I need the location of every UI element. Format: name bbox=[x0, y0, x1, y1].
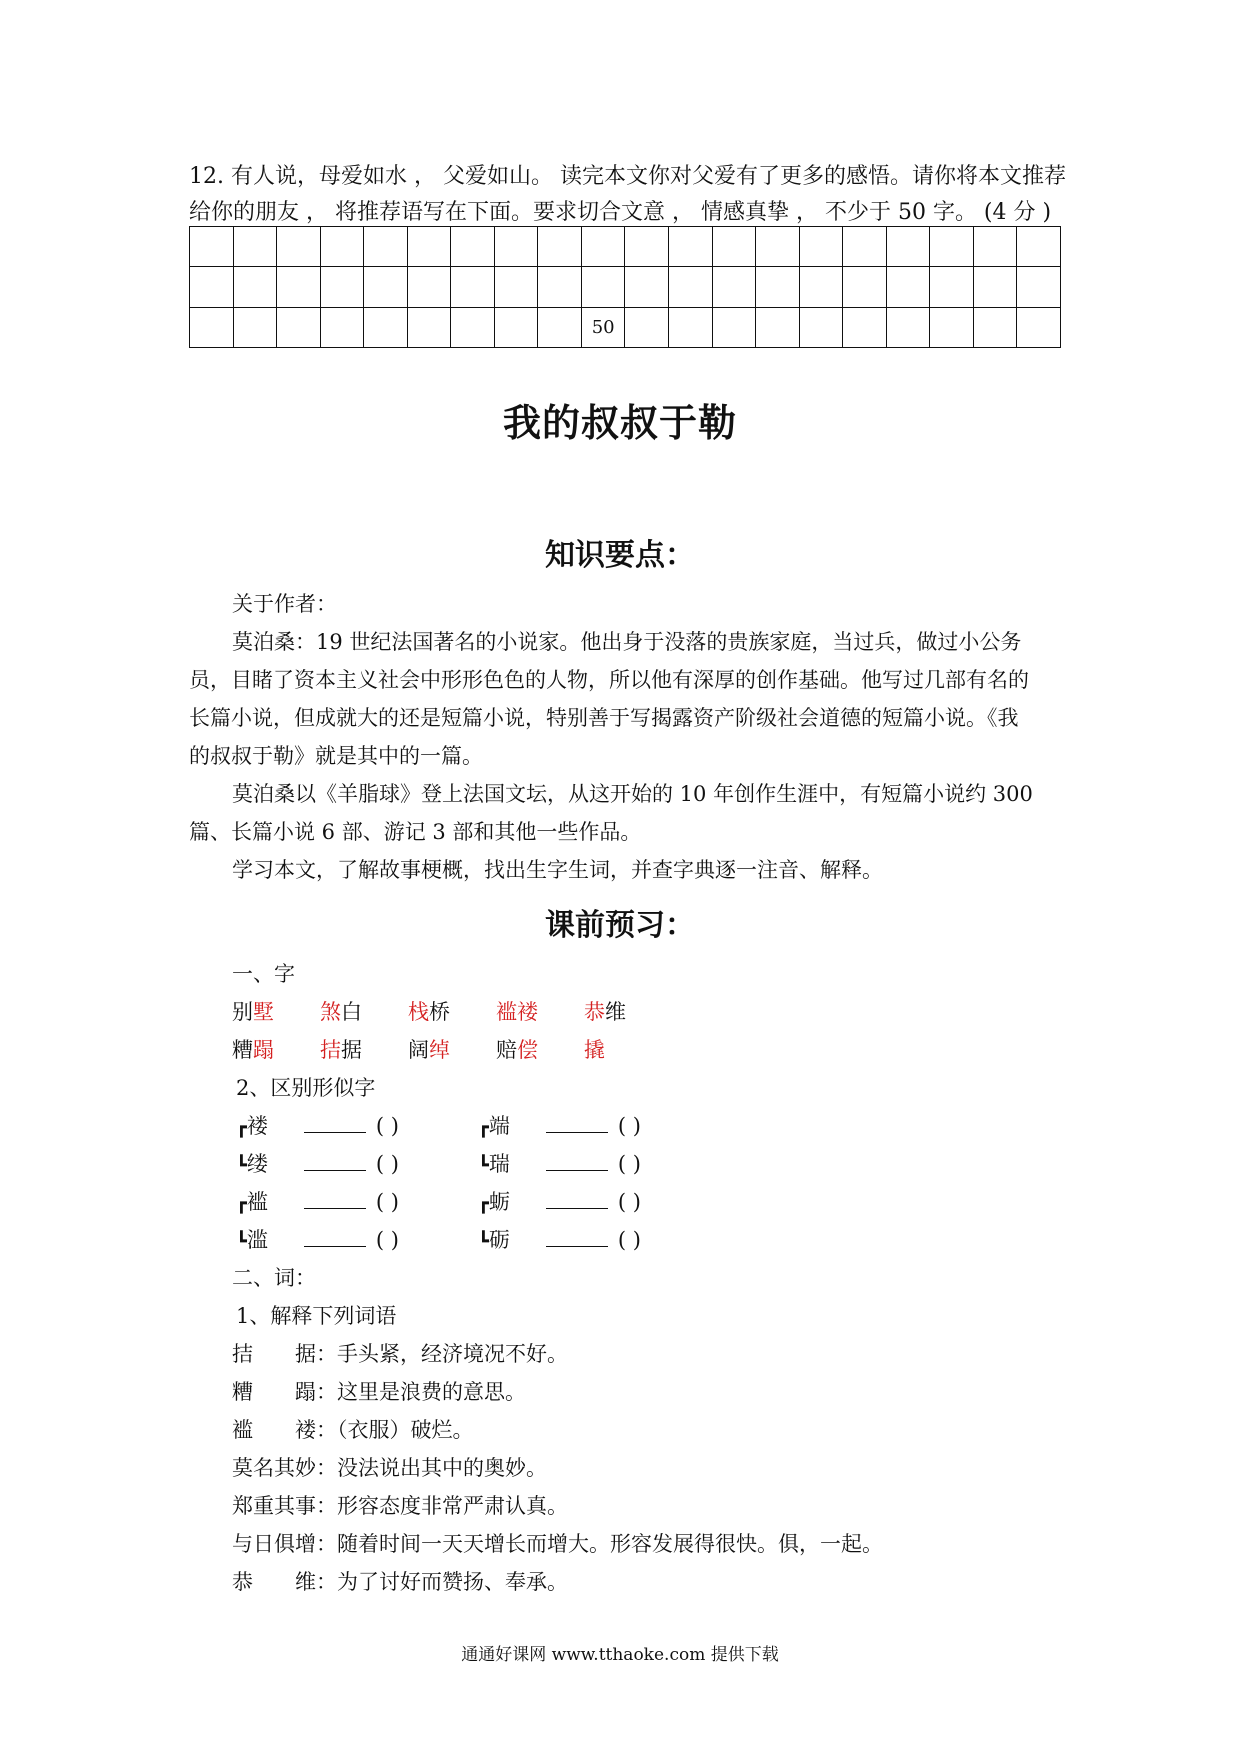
similar-char-entry bbox=[478, 1186, 641, 1216]
grid-cell[interactable] bbox=[451, 227, 495, 267]
grid-cell[interactable] bbox=[886, 267, 930, 307]
page-title: 我的叔叔于勒 bbox=[502, 400, 737, 445]
grid-cell[interactable] bbox=[233, 227, 277, 267]
row2-char: 拮 bbox=[320, 1038, 341, 1062]
grid-cell[interactable] bbox=[277, 267, 321, 307]
word-blank-paren[interactable]: ( ) bbox=[375, 1228, 399, 1252]
similar-characters-label: 2、区别形似字 bbox=[236, 1076, 376, 1100]
grid-cell[interactable] bbox=[364, 227, 408, 267]
grid-cell[interactable] bbox=[233, 267, 277, 307]
bracket-mark: ┗ bbox=[478, 1155, 489, 1176]
row2-char: 偿 bbox=[517, 1038, 538, 1062]
definition-item bbox=[232, 1414, 474, 1444]
row1-word bbox=[232, 996, 274, 1026]
definition-item bbox=[232, 1528, 883, 1558]
word-blank-paren[interactable]: ( ) bbox=[617, 1228, 641, 1252]
bracket-mark: ┏ bbox=[236, 1193, 247, 1214]
similar-char: 褛 bbox=[246, 1114, 268, 1138]
grid-cell[interactable] bbox=[973, 267, 1017, 307]
grid-cell[interactable] bbox=[930, 227, 974, 267]
section-heading-preview: 课前预习： bbox=[545, 908, 695, 943]
grid-cell[interactable] bbox=[451, 267, 495, 307]
grid-cell[interactable] bbox=[712, 307, 756, 347]
grid-cell[interactable] bbox=[277, 307, 321, 347]
grid-cell[interactable] bbox=[843, 227, 887, 267]
grid-cell[interactable] bbox=[190, 307, 234, 347]
paragraph-2-line-1: 莫泊桑以《羊脂球》登上法国文坛，从这开始的 10 年创作生涯中，有短篇小说约 300 bbox=[232, 782, 1033, 806]
row2-char: 赔 bbox=[496, 1038, 517, 1062]
grid-cell[interactable] bbox=[190, 227, 234, 267]
bracket-mark: ┏ bbox=[478, 1193, 489, 1214]
grid-cell[interactable] bbox=[756, 227, 800, 267]
pinyin-blank[interactable] bbox=[304, 1154, 366, 1171]
similar-char: 褴 bbox=[246, 1190, 268, 1214]
grid-cell[interactable] bbox=[494, 227, 538, 267]
grid-cell[interactable] bbox=[494, 267, 538, 307]
grid-cell[interactable] bbox=[886, 227, 930, 267]
word-blank-paren[interactable]: ( ) bbox=[617, 1114, 641, 1138]
part-2-label: 二、词： bbox=[232, 1266, 316, 1290]
grid-cell[interactable] bbox=[930, 307, 974, 347]
grid-cell[interactable] bbox=[407, 267, 451, 307]
row1-char: 恭 bbox=[584, 1000, 605, 1024]
row1-char: 白 bbox=[341, 1000, 362, 1024]
grid-cell[interactable] bbox=[277, 227, 321, 267]
definition-term: 莫名其妙： bbox=[232, 1456, 337, 1480]
similar-char-entry bbox=[236, 1110, 399, 1140]
similar-char: 砺 bbox=[488, 1228, 510, 1252]
similar-char: 滥 bbox=[246, 1228, 268, 1252]
similar-char-entry bbox=[236, 1186, 399, 1216]
row1-char: 维 bbox=[605, 1000, 626, 1024]
grid-cell[interactable] bbox=[843, 267, 887, 307]
bracket-mark: ┗ bbox=[236, 1231, 247, 1252]
grid-cell[interactable] bbox=[1017, 227, 1061, 267]
row2-word bbox=[232, 1034, 274, 1064]
row2-char: 据 bbox=[341, 1038, 362, 1062]
grid-cell[interactable] bbox=[320, 267, 364, 307]
row2-word bbox=[408, 1034, 450, 1064]
row1-char: 栈 bbox=[408, 1000, 429, 1024]
grid-cell[interactable] bbox=[973, 227, 1017, 267]
definition-text: 随着时间一天天增长而增大。形容发展得很快。俱，一起。 bbox=[337, 1532, 883, 1556]
grid-cell[interactable] bbox=[451, 307, 495, 347]
pinyin-blank[interactable] bbox=[304, 1116, 366, 1133]
grid-cell[interactable] bbox=[625, 307, 669, 347]
word-blank-paren[interactable]: ( ) bbox=[375, 1152, 399, 1176]
definition-item bbox=[232, 1376, 526, 1406]
similar-char-entry bbox=[236, 1148, 399, 1178]
part-1-label: 一、字 bbox=[232, 962, 295, 986]
grid-cell[interactable] bbox=[190, 267, 234, 307]
grid-cell[interactable] bbox=[320, 227, 364, 267]
similar-char: 端 bbox=[488, 1114, 510, 1138]
definition-item bbox=[232, 1566, 568, 1596]
paragraph-3: 学习本文，了解故事梗概，找出生字生词，并查字典逐一注音、解释。 bbox=[232, 858, 883, 882]
grid-cell[interactable] bbox=[538, 267, 582, 307]
grid-cell[interactable] bbox=[407, 227, 451, 267]
grid-cell[interactable] bbox=[625, 267, 669, 307]
similar-char: 瑞 bbox=[488, 1152, 510, 1176]
grid-cell-marker[interactable]: 50 bbox=[581, 307, 625, 347]
grid-cell[interactable] bbox=[625, 227, 669, 267]
similar-char-entry bbox=[478, 1148, 641, 1178]
row1-word bbox=[496, 996, 538, 1026]
grid-cell[interactable] bbox=[886, 307, 930, 347]
similar-char: 缕 bbox=[246, 1152, 268, 1176]
answer-grid[interactable] bbox=[189, 226, 1061, 348]
similar-char-entry bbox=[478, 1110, 641, 1140]
bracket-mark: ┏ bbox=[236, 1117, 247, 1138]
definition-item bbox=[232, 1490, 568, 1520]
grid-cell[interactable] bbox=[1017, 267, 1061, 307]
footer-credit: 通通好课网 www.tthaoke.com 提供下载 bbox=[461, 1645, 779, 1665]
grid-cell[interactable] bbox=[320, 307, 364, 347]
question-12-line-2: 给你的朋友 ， 将推荐语写在下面。要求切合文意 ， 情感真挚 ， 不少于 50 字。 (4 分 ) bbox=[189, 200, 1052, 225]
grid-cell[interactable] bbox=[756, 307, 800, 347]
row1-char: 墅 bbox=[253, 1000, 274, 1024]
section-heading-knowledge: 知识要点： bbox=[545, 538, 695, 573]
grid-cell[interactable] bbox=[756, 267, 800, 307]
grid-cell[interactable] bbox=[581, 227, 625, 267]
grid-cell[interactable] bbox=[930, 267, 974, 307]
definition-text: 形容态度非常严肃认真。 bbox=[337, 1494, 568, 1518]
definition-text: 为了讨好而赞扬、奉承。 bbox=[337, 1570, 568, 1594]
pinyin-blank[interactable] bbox=[304, 1230, 366, 1247]
paragraph-1-line-1: 莫泊桑：19 世纪法国著名的小说家。他出身于没落的贵族家庭，当过兵，做过小公务 bbox=[232, 630, 1022, 654]
word-blank-paren[interactable]: ( ) bbox=[375, 1190, 399, 1214]
grid-cell[interactable] bbox=[669, 227, 713, 267]
grid-cell[interactable] bbox=[1017, 307, 1061, 347]
row1-char: 桥 bbox=[429, 1000, 450, 1024]
bracket-mark: ┏ bbox=[478, 1117, 489, 1138]
row1-char: 别 bbox=[232, 1000, 253, 1024]
row1-word bbox=[408, 996, 450, 1026]
paragraph-1-line-2: 员，目睹了资本主义社会中形形色色的人物，所以他有深厚的创作基础。他写过几部有名的 bbox=[189, 668, 1029, 692]
word-blank-paren[interactable]: ( ) bbox=[617, 1190, 641, 1214]
grid-cell[interactable] bbox=[712, 267, 756, 307]
pinyin-blank[interactable] bbox=[546, 1116, 608, 1133]
row2-char: 绰 bbox=[429, 1038, 450, 1062]
pinyin-blank[interactable] bbox=[546, 1192, 608, 1209]
row2-word bbox=[496, 1034, 538, 1064]
question-12-line-1: 12. 有人说，母爱如水 ， 父爱如山。 读完本文你对父爱有了更多的感悟。请你将本文推荐 bbox=[189, 164, 1066, 189]
grid-cell[interactable] bbox=[364, 267, 408, 307]
row2-char: 糟 bbox=[232, 1038, 253, 1062]
definition-term: 拮 据： bbox=[232, 1342, 337, 1366]
similar-char-entry bbox=[236, 1224, 399, 1254]
definition-term: 恭 维： bbox=[232, 1570, 337, 1594]
grid-cell[interactable] bbox=[799, 227, 843, 267]
definition-term: 郑重其事： bbox=[232, 1494, 337, 1518]
grid-cell[interactable] bbox=[669, 267, 713, 307]
pinyin-blank[interactable] bbox=[304, 1192, 366, 1209]
word-blank-paren[interactable]: ( ) bbox=[617, 1152, 641, 1176]
grid-cell[interactable] bbox=[581, 267, 625, 307]
row2-char: 蹋 bbox=[253, 1038, 274, 1062]
grid-cell[interactable] bbox=[973, 307, 1017, 347]
grid-cell[interactable] bbox=[799, 267, 843, 307]
bracket-mark: ┗ bbox=[236, 1155, 247, 1176]
row2-word bbox=[320, 1034, 362, 1064]
grid-cell[interactable] bbox=[407, 307, 451, 347]
row1-word bbox=[320, 996, 362, 1026]
definition-text: 没法说出其中的奥妙。 bbox=[337, 1456, 547, 1480]
pinyin-blank[interactable] bbox=[546, 1230, 608, 1247]
paragraph-1-line-3: 长篇小说，但成就大的还是短篇小说，特别善于写揭露资产阶级社会道德的短篇小说。《我 bbox=[189, 706, 1019, 730]
definition-text: 这里是浪费的意思。 bbox=[337, 1380, 526, 1404]
row2-char: 撬 bbox=[584, 1038, 605, 1062]
row2-char: 阔 bbox=[408, 1038, 429, 1062]
definition-item bbox=[232, 1452, 547, 1482]
similar-char-entry bbox=[478, 1224, 641, 1254]
grid-cell[interactable] bbox=[799, 307, 843, 347]
definition-text: 手头紧，经济境况不好。 bbox=[337, 1342, 568, 1366]
grid-cell[interactable] bbox=[538, 307, 582, 347]
row1-char: 褴褛 bbox=[496, 1000, 538, 1024]
pinyin-blank[interactable] bbox=[546, 1154, 608, 1171]
grid-cell[interactable] bbox=[494, 307, 538, 347]
paragraph-1-line-4: 的叔叔于勒》就是其中的一篇。 bbox=[189, 744, 483, 768]
about-author-label: 关于作者： bbox=[232, 592, 337, 616]
definition-term: 糟 蹋： bbox=[232, 1380, 337, 1404]
paragraph-2-line-2: 篇、长篇小说 6 部、游记 3 部和其他一些作品。 bbox=[189, 820, 642, 844]
definition-term: 褴 褛： bbox=[232, 1418, 337, 1442]
definition-item bbox=[232, 1338, 568, 1368]
row1-char: 煞 bbox=[320, 1000, 341, 1024]
definition-term: 与日俱增： bbox=[232, 1532, 337, 1556]
grid-cell[interactable] bbox=[233, 307, 277, 347]
definition-text: （衣服）破烂。 bbox=[337, 1418, 474, 1442]
word-blank-paren[interactable]: ( ) bbox=[375, 1114, 399, 1138]
bracket-mark: ┗ bbox=[478, 1231, 489, 1252]
row2-word bbox=[584, 1034, 605, 1064]
words-explain-label: 1、解释下列词语 bbox=[236, 1304, 397, 1328]
similar-char: 蛎 bbox=[488, 1190, 510, 1214]
grid-cell[interactable] bbox=[712, 227, 756, 267]
grid-cell[interactable] bbox=[538, 227, 582, 267]
grid-cell[interactable] bbox=[669, 307, 713, 347]
row1-word bbox=[584, 996, 626, 1026]
grid-cell[interactable] bbox=[843, 307, 887, 347]
grid-cell[interactable] bbox=[364, 307, 408, 347]
